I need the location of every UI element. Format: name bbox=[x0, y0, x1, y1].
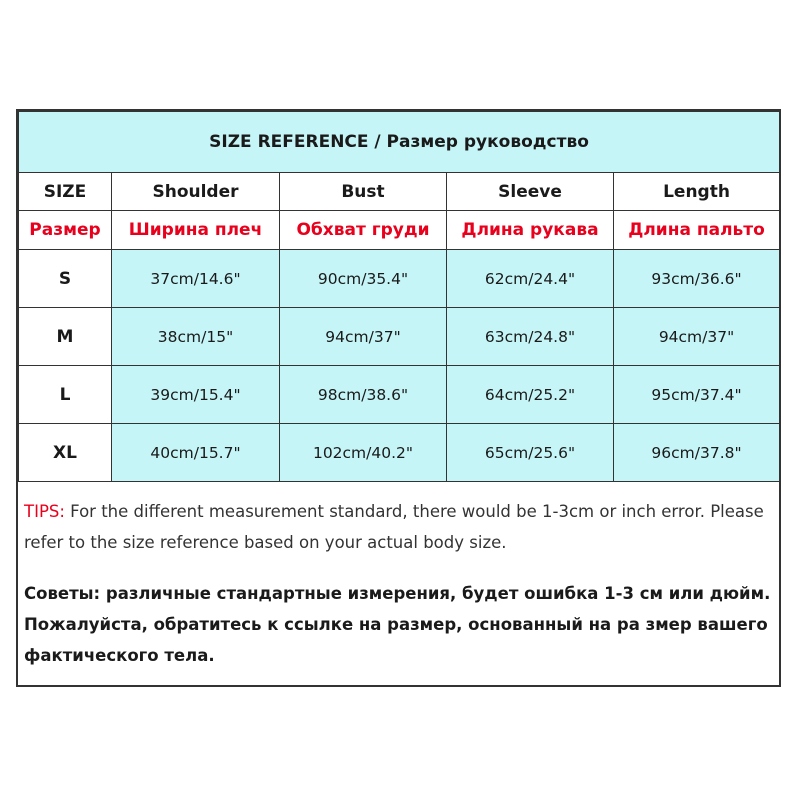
sleeve-value: 65cm/25.6" bbox=[447, 424, 614, 482]
header-size-ru: Размер bbox=[19, 211, 112, 250]
length-value: 94cm/37" bbox=[614, 308, 780, 366]
size-label: M bbox=[19, 308, 112, 366]
table-row bbox=[19, 250, 780, 308]
header-sleeve: Sleeve bbox=[447, 173, 614, 211]
size-table bbox=[18, 111, 780, 482]
title-row bbox=[19, 112, 780, 173]
sleeve-value: 63cm/24.8" bbox=[447, 308, 614, 366]
header-row-ru bbox=[19, 211, 780, 250]
header-shoulder: Shoulder bbox=[112, 173, 280, 211]
header-bust-ru: Обхват груди bbox=[280, 211, 447, 250]
shoulder-value: 40cm/15.7" bbox=[112, 424, 280, 482]
sleeve-value: 64cm/25.2" bbox=[447, 366, 614, 424]
header-sleeve-ru: Длина рукава bbox=[447, 211, 614, 250]
table-row bbox=[19, 308, 780, 366]
table-row bbox=[19, 424, 780, 482]
size-label: XL bbox=[19, 424, 112, 482]
length-value: 93cm/36.6" bbox=[614, 250, 780, 308]
size-label: L bbox=[19, 366, 112, 424]
bust-value: 102cm/40.2" bbox=[280, 424, 447, 482]
header-length: Length bbox=[614, 173, 780, 211]
sleeve-value: 62cm/24.4" bbox=[447, 250, 614, 308]
notes-section bbox=[18, 492, 779, 671]
table-row bbox=[19, 366, 780, 424]
tips-text: For the different measurement standard, there would be 1-3cm or inch error. Please refer to the size reference based on your actual body size. bbox=[24, 502, 764, 552]
header-row-en bbox=[19, 173, 780, 211]
tips-label: TIPS: bbox=[24, 502, 65, 521]
bust-value: 94cm/37" bbox=[280, 308, 447, 366]
header-size: SIZE bbox=[19, 173, 112, 211]
header-bust: Bust bbox=[280, 173, 447, 211]
table-title: SIZE REFERENCE / Размер руководство bbox=[19, 112, 780, 173]
tips-paragraph bbox=[24, 496, 771, 558]
shoulder-value: 37cm/14.6" bbox=[112, 250, 280, 308]
length-value: 96cm/37.8" bbox=[614, 424, 780, 482]
size-chart bbox=[16, 109, 781, 687]
bust-value: 98cm/38.6" bbox=[280, 366, 447, 424]
russian-tips-paragraph: Советы: различные стандартные измерения, будет ошибка 1-3 см или дюйм. Пожалуйста, обратитесь к ссылке на размер, основанный на ра змер вашего фактического тела. bbox=[24, 584, 771, 665]
shoulder-value: 39cm/15.4" bbox=[112, 366, 280, 424]
header-shoulder-ru: Ширина плеч bbox=[112, 211, 280, 250]
size-label: S bbox=[19, 250, 112, 308]
header-length-ru: Длина пальто bbox=[614, 211, 780, 250]
length-value: 95cm/37.4" bbox=[614, 366, 780, 424]
shoulder-value: 38cm/15" bbox=[112, 308, 280, 366]
bust-value: 90cm/35.4" bbox=[280, 250, 447, 308]
